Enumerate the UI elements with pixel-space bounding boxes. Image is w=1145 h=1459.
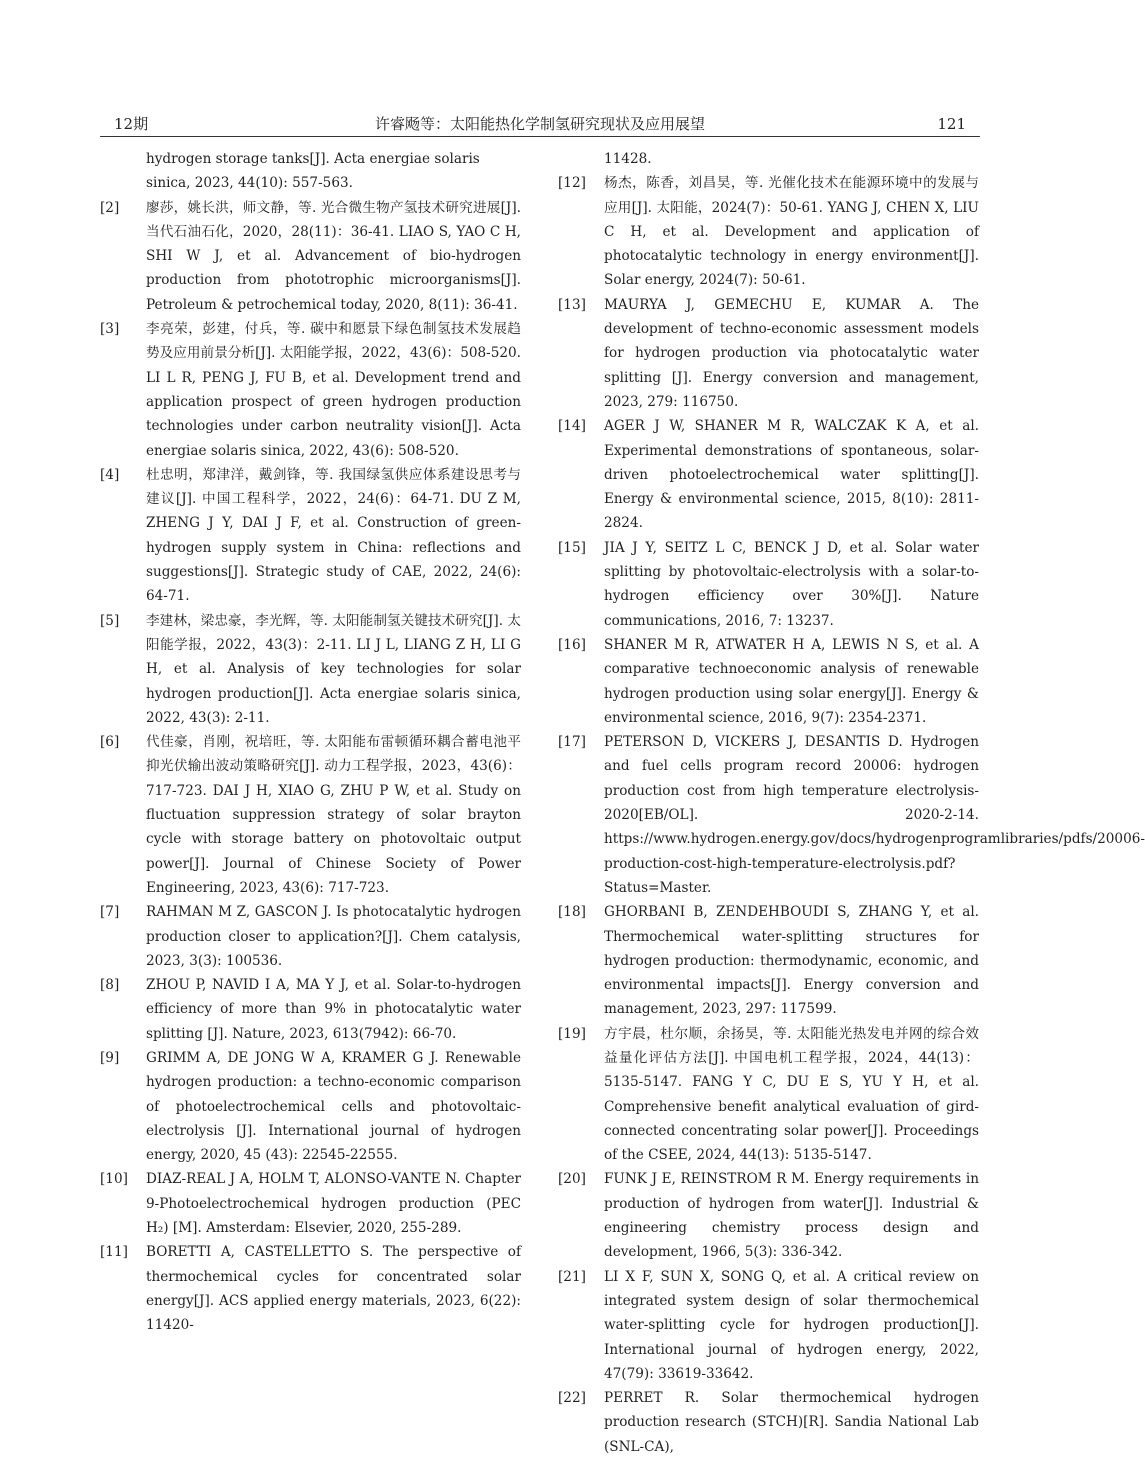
reference-text: GHORBANI B, ZENDEHBOUDI S, ZHANG Y, et al. Thermochemical water-splitting structures for hydrogen production: thermodynamic, economic, and environmental impacts[J]. Energy conversion and management, 2023, 297: 117599. — [604, 904, 979, 1018]
reference-8 — [100, 973, 521, 1046]
reference-9 — [100, 1046, 521, 1167]
reference-number: [6] — [100, 734, 120, 751]
reference-number: [8] — [100, 977, 120, 994]
reference-number: [3] — [100, 321, 120, 338]
reference-text: MAURYA J, GEMECHU E, KUMAR A. The development of techno-economic assessment models for hydrogen production via photocatalytic water splitting [J]. Energy conversion and management, 2023, 279: 116750. — [604, 296, 979, 410]
reference-4 — [100, 463, 521, 609]
reference-17 — [558, 730, 1145, 900]
reference-text: LI X F, SUN X, SONG Q, et al. A critical review on integrated system design of solar thermochemical water-splitting cycle for hydrogen production[J]. International journal of hydrogen energy, 2022, 47(79): 33619-33642. — [604, 1268, 979, 1382]
reference-text: FUNK J E, REINSTROM R M. Energy requirements in production of hydrogen from water[J]. Industrial & engineering chemistry process design and development, 1966, 5(3): 336-342. — [604, 1171, 979, 1261]
reference-13 — [558, 293, 979, 414]
reference-number: [13] — [558, 296, 586, 313]
reference-text: GRIMM A, DE JONG W A, KRAMER G J. Renewable hydrogen production: a techno-economic comparison of photoelectrochemical cells and photovoltaic-electrolysis [J]. International journal of hydrogen energy, 2020, 45 (43): 22545-22555. — [146, 1049, 521, 1164]
reference-continuation: hydrogen storage tanks[J]. Acta energiae solaris sinica, 2023, 44(10): 557-563. — [146, 151, 480, 192]
running-header — [100, 114, 980, 137]
reference-number: [4] — [100, 466, 120, 483]
reference-text: 廖莎，姚长洪，师文静，等. 光合微生物产氢技术研究进展[J]. 当代石油石化，2020，28(11)：36-41. LIAO S, YAO C H, SHI W J, et al. Advancement of bio-hydrogen production from phototrophic microorganisms[J]. Petroleum & petrochemical today, 2020, 8(11): 36-41. — [146, 199, 521, 313]
left-column — [100, 147, 521, 1338]
reference-5 — [100, 609, 521, 730]
right-column — [558, 147, 1145, 1459]
issue-number: 12期 — [114, 115, 149, 133]
reference-number: [15] — [558, 539, 586, 556]
reference-text: 杜忠明，郑津洋，戴剑锋，等. 我国绿氢供应体系建设思考与建议[J]. 中国工程科学，2022，24(6)：64-71. DU Z M, ZHENG J Y, DAI J F, et al. Construction of green-hydrogen supply system in China: reflections and suggestions[J]. Strategic study of CAE, 2022, 24(6): 64-71. — [146, 466, 521, 605]
reference-number: [5] — [100, 612, 120, 629]
reference-number: [19] — [558, 1025, 586, 1042]
reference-number: [7] — [100, 904, 120, 921]
reference-number: [12] — [558, 175, 586, 192]
reference-22 — [558, 1386, 979, 1459]
reference-6 — [100, 730, 521, 900]
reference-text: ZHOU P, NAVID I A, MA Y J, et al. Solar-to-hydrogen efficiency of more than 9% in photocatalytic water splitting [J]. Nature, 2023, 613(7942): 66-70. — [146, 977, 521, 1042]
reference-number: [16] — [558, 636, 586, 653]
reference-3 — [100, 317, 521, 463]
reference-10 — [100, 1167, 521, 1240]
reference-continuation: 11428. — [604, 151, 652, 167]
reference-text: PETERSON D, VICKERS J, DESANTIS D. Hydrogen and fuel cells program record 20006: hydrogen production cost from high temperature electrolysis-2020[EB/OL]. 2020-2-14. https://www.hydrogen.energy.gov/docs/hydrogenprogramlibraries/pdfs/20006-production-cost-high-temperature-electrolysis.pdf?Status=Master. — [604, 734, 1145, 896]
reference-21 — [558, 1265, 979, 1386]
reference-number: [20] — [558, 1171, 586, 1188]
reference-20 — [558, 1167, 979, 1264]
reference-text: PERRET R. Solar thermochemical hydrogen production research (STCH)[R]. Sandia National Lab (SNL-CA), — [604, 1390, 979, 1455]
reference-11 — [100, 1240, 521, 1337]
reference-number: [22] — [558, 1390, 586, 1407]
reference-text: 李亮荣，彭建，付兵，等. 碳中和愿景下绿色制氢技术发展趋势及应用前景分析[J]. 太阳能学报，2022，43(6)：508-520. LI L R, PENG J, FU B, et al. Development trend and application prospect of green hydrogen production technologies under carbon neutrality vision[J]. Acta energiae solaris sinica, 2022, 43(6): 508-520. — [146, 321, 521, 459]
reference-2 — [100, 196, 521, 317]
page-number: 121 — [937, 115, 966, 133]
reference-number: [18] — [558, 904, 586, 921]
reference-number: [9] — [100, 1049, 120, 1066]
reference-number: [21] — [558, 1268, 586, 1285]
reference-text: DIAZ-REAL J A, HOLM T, ALONSO-VANTE N. Chapter 9-Photoelectrochemical hydrogen production (PEC H₂) [M]. Amsterdam: Elsevier, 2020, 255-289. — [146, 1171, 521, 1237]
reference-19 — [558, 1022, 979, 1168]
reference-7 — [100, 900, 521, 973]
reference-text: BORETTI A, CASTELLETTO S. The perspective of thermochemical cycles for concentrated solar energy[J]. ACS applied energy materials, 2023, 6(22): 11420- — [146, 1244, 521, 1334]
reference-text: 方宇晨，杜尔顺，余扬昊，等. 太阳能光热发电并网的综合效益量化评估方法[J]. 中国电机工程学报，2024，44(13)：5135-5147. FANG Y C, DU E S, YU Y H, et al. Comprehensive benefit analytical evaluation of gird-connected concentrating solar power[J]. Proceedings of the CSEE, 2024, 44(13): 5135-5147. — [604, 1025, 979, 1164]
reference-text: AGER J W, SHANER M R, WALCZAK K A, et al. Experimental demonstrations of spontaneous, solar-driven photoelectrochemical water splitting[J]. Energy & environmental science, 2015, 8(10): 2811-2824. — [604, 418, 979, 532]
reference-number: [17] — [558, 734, 586, 751]
reference-14 — [558, 414, 979, 535]
reference-text: RAHMAN M Z, GASCON J. Is photocatalytic hydrogen production closer to application?[J]. Chem catalysis, 2023, 3(3): 100536. — [146, 904, 521, 969]
reference-12 — [558, 171, 979, 292]
reference-16 — [558, 633, 979, 730]
reference-number: [2] — [100, 199, 120, 216]
reference-text: JIA J Y, SEITZ L C, BENCK J D, et al. Solar water splitting by photovoltaic-electrolysis with a solar-to-hydrogen efficiency over 30%[J]. Nature communications, 2016, 7: 13237. — [604, 539, 979, 629]
reference-number: [10] — [100, 1171, 128, 1188]
reference-text: 李建林，梁忠豪，李光辉，等. 太阳能制氢关键技术研究[J]. 太阳能学报，2022，43(3)：2-11. LI J L, LIANG Z H, LI G H, et al. Analysis of key technologies for solar hydrogen production[J]. Acta energiae solaris sinica, 2022, 43(3): 2-11. — [146, 612, 521, 726]
reference-text: 杨杰，陈香，刘昌昊，等. 光催化技术在能源环境中的发展与应用[J]. 太阳能，2024(7)：50-61. YANG J, CHEN X, LIU C H, et al. Development and application of photocatalytic technology in energy environment[J]. Solar energy, 2024(7): 50-61. — [604, 175, 979, 289]
reference-text: SHANER M R, ATWATER H A, LEWIS N S, et al. A comparative technoeconomic analysis of renewable hydrogen production using solar energy[J]. Energy & environmental science, 2016, 9(7): 2354-2371. — [604, 636, 979, 726]
reference-18 — [558, 900, 979, 1021]
reference-number: [11] — [100, 1244, 128, 1261]
reference-15 — [558, 536, 979, 633]
reference-text: 代佳豪，肖刚，祝培旺，等. 太阳能布雷顿循环耦合蓄电池平抑光伏输出波动策略研究[J]. 动力工程学报，2023，43(6)：717-723. DAI J H, XIAO G, ZHU P W, et al. Study on fluctuation suppression strategy of solar brayton cycle with storage battery on photovoltaic output power[J]. Journal of Chinese Society of Power Engineering, 2023, 43(6): 717-723. — [146, 734, 521, 896]
running-title: 许睿飏等：太阳能热化学制氢研究现状及应用展望 — [374, 115, 705, 133]
reference-number: [14] — [558, 418, 586, 435]
